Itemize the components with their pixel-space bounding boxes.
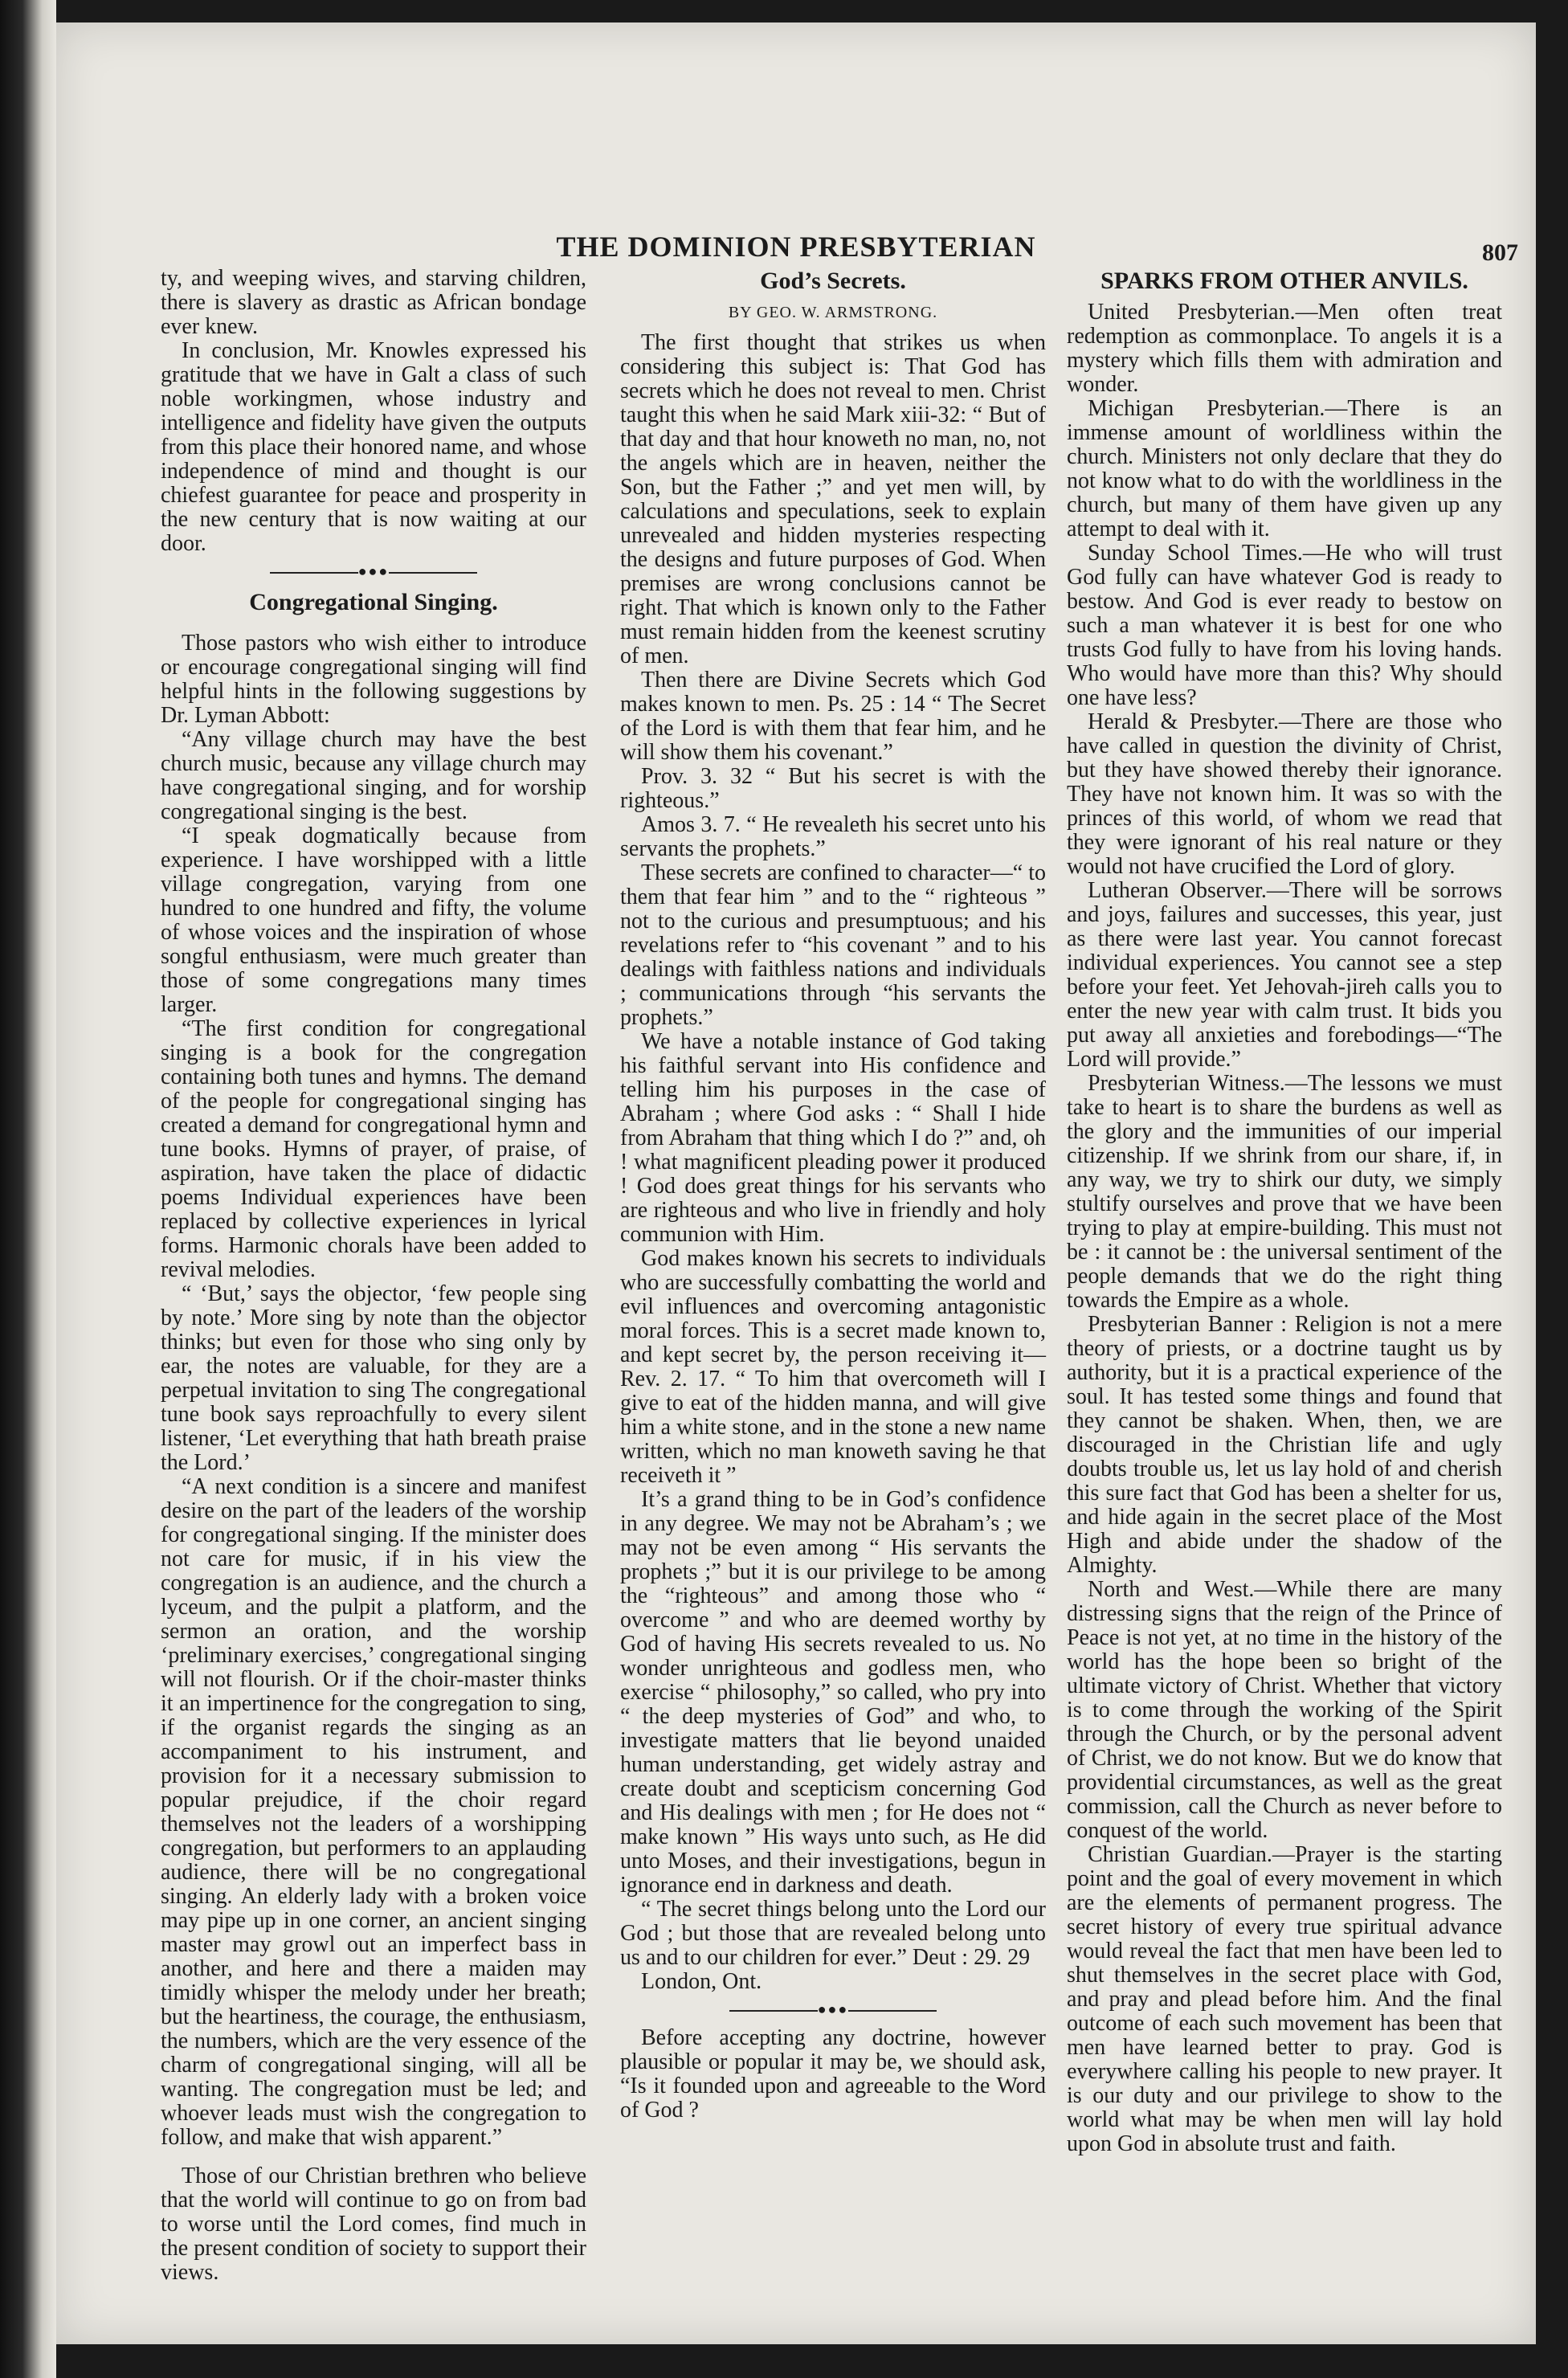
article-paragraph: God makes known his secrets to individuals who are successfully combatting the world and evil influences and overcoming antagonistic moral forces. This is a secret made known to, and kept secret by, the person receiving it—Rev. 2. 17. “ To him that overcometh will I give to eat of the hidden manna, and will give him a white stone, and in the stone a new name written, which no man knoweth saving he that receiveth it ”	[620, 1246, 1046, 1488]
article-paragraph: It’s a grand thing to be in God’s confidence in any degree. We may not be Abraham’s ; we may not be even among “ His servants the prophets ;” but it is our privilege to be among the “righteous” and among those who “ overcome ” and who are deemed worthy by God of having His secrets revealed to us. No wonder unrighteous and godless men, who exercise “ philosophy,” so called, who pry into “ the deep mysteries of God” and who, to investigate matters that lie beyond unaided human understanding, get widely astray and create doubt and scepticism concerning God and His dealings with men ; for He does not “ make known ” His ways unto such, as He did unto Moses, and their investigations, begun in ignorance end in darkness and death.	[620, 1487, 1046, 1898]
article-paragraph: We have a notable instance of God taking his faithful servant into His confidence and telling him his purposes in the case of Abraham ; where God asks : “ Shall I hide from Abraham that thing which I do ?” and, oh ! what magnificent pleading power it produced ! God does great things for his servants who are righteous and who live in friendly and holy communion with Him.	[620, 1029, 1046, 1247]
column-left	[161, 267, 586, 2285]
article-paragraph: Prov. 3. 32 “ But his secret is with the righteous.”	[620, 764, 1046, 813]
section-divider: ●●●	[161, 562, 586, 580]
article-paragraph: “A next condition is a sincere and manifest desire on the part of the leaders of the worship for congregational singing. If the minister does not care for music, if in his view the congregation is an audience, and the church a lyceum, and the pulpit a platform, and the sermon an oration, and the worship ‘preliminary exercises,’ congregational singing will not flourish. Or if the choir-master thinks it an impertinence for the congregation to sing, if the organist regards the singing as an accompaniment to his instrument, and provision for it a necessary submission to popular prejudice, if the choir regard themselves not the leaders of a worshipping congregation, but performers to an applauding audience, there will be no congregational singing. An elderly lady with a broken voice may pipe up in one corner, an ancient singing master may growl out an imperfect bass in another, and here and there a maiden may timidly whisper the melody under her breath; but the heartiness, the courage, the enthusiasm, the numbers, which are the very essence of the charm of congregational singing, will all be wanting. The congregation must be led; and whoever leads must wish the congregation to follow, and make that wish apparent.”	[161, 1474, 586, 2150]
excerpt-paragraph: United Presbyterian.—Men often treat redemption as commonplace. To angels it is a mystery which fills them with admiration and wonder.	[1067, 300, 1502, 397]
excerpt-paragraph: Presbyterian Witness.—The lessons we must take to heart is to share the burdens as well as the glory and the immunities of our imperial citizenship. If we shrink from our share, if, in any way, we try to shirk our duty, we simply stultify ourselves and prove that we have been trying to play at empire-building. This must not be : it cannot be : the universal sentiment of the people demands that we do the right thing towards the Empire as a whole.	[1067, 1071, 1502, 1313]
article-paragraph: “The first condition for congregational singing is a book for the congregation containing both tunes and hymns. The demand of the people for congregational singing has created a demand for congregational hymn and tune books. Hymns of prayer, of praise, of aspiration, have taken the place of didactic poems Individual experiences have been replaced by collective experiences in lyrical forms. Harmonic chorals have been added to revival melodies.	[161, 1016, 586, 1282]
excerpt-paragraph: Sunday School Times.—He who will trust God fully can have whatever God is ready to bestow. And God is ever ready to bestow on such a man whatever it is best for one who trusts God fully to have from his loving hands. Who would have more than this? Why should one have less?	[1067, 541, 1502, 710]
article-continuation-paragraph: ty, and weeping wives, and starving children, there is slavery as drastic as African bondage ever knew.	[161, 266, 586, 339]
author-byline: BY GEO. W. ARMSTRONG.	[728, 304, 938, 321]
page-header	[56, 230, 1536, 268]
section-divider: ●●●	[620, 2000, 1046, 2018]
excerpt-paragraph: Lutheran Observer.—There will be sorrows and joys, failures and successes, this year, just as there were last year. You cannot forecast individual experiences. You cannot see a step before your feet. Yet Jehovah-jireh calls you to enter the new year with calm trust. It bids you put away all anxieties and forebodings—“The Lord will provide.”	[1067, 878, 1502, 1072]
article-heading-congregational-singing: Congregational Singing.	[249, 589, 498, 615]
article-paragraph: “Any village church may have the best church music, because any village church may have congregational singing, and for worship congregational singing is the best.	[161, 727, 586, 824]
article-paragraph: The first thought that strikes us when considering this subject is: That God has secrets which he does not reveal to men. Christ taught this when he said Mark xiii-32: “ But of that day and that hour knoweth no man, no, not the angels which are in heaven, neither the Son, but the Father ;” and yet men will, by calculations and speculations, seek to explain unrevealed and hidden mysteries respecting the designs and future purposes of God. When premises are wrong conclusions cannot be right. That which is known only to the Father must remain hidden from the keenest scrutiny of men.	[620, 330, 1046, 668]
article-paragraph: In conclusion, Mr. Knowles expressed his gratitude that we have in Galt a class of such noble workingmen, whose industry and intelligence and fidelity have given the outputs from this place their honored name, and whose independence of mind and thought is our chiefest guarantee for peace and prosperity in the new century that is now waiting at our door.	[161, 338, 586, 556]
article-paragraph: Then there are Divine Secrets which God makes known to men. Ps. 25 : 14 “ The Secret of the Lord is with them that fear him, and he will show them his covenant.”	[620, 668, 1046, 765]
excerpt-paragraph: Christian Guardian.—Prayer is the starting point and the goal of every movement in which are the elements of permanent progress. The secret history of every true spiritual advance would reveal the fact that men have been led to shut themselves in the secret place with God, and pray and plead before him. And the final outcome of each such movement has been that men have learned better to pray. God is everywhere calling his people to new prayer. It is our duty and our privilege to show to the world what may be when men will lay hold upon God in absolute trust and faith.	[1067, 1842, 1502, 2156]
article-paragraph: “ The secret things belong unto the Lord our God ; but those that are revealed belong unto us and to our children for ever.” Deut : 29. 29	[620, 1897, 1046, 1970]
article-heading-sparks-from-other-anvils: SPARKS FROM OTHER ANVILS.	[1100, 268, 1468, 294]
excerpt-paragraph: North and West.—While there are many distressing signs that the reign of the Prince of Peace is not yet, at no time in the history of the world has the hope been so bright of the ultimate victory of Christ. Whether that victory is to come through the working of the Spirit through the Church, or by the personal advent of Christ, we do not know. But we do know that providential circumstances, as well as the great commission, call the Church as never before to conquest of the world.	[1067, 1577, 1502, 1843]
article-signature-location: London, Ont.	[641, 1969, 762, 1994]
newspaper-page	[56, 22, 1536, 2344]
excerpt-paragraph: Presbyterian Banner : Religion is not a mere theory of priests, or a doctrine taught us by authority, but it is a practical experience of the soul. It has tested some things and found that they cannot be shaken. When, then, we are discouraged in the Christian life and ugly doubts trouble us, let us lay hold of and cherish this sure fact that God has been a shelter for us, and hide again in the secret place of the Most High and abide under the shadow of the Almighty.	[1067, 1312, 1502, 1578]
article-paragraph: “ ‘But,’ says the objector, ‘few people sing by note.’ More sing by note than the objector thinks; but even for those who sing only by ear, the notes are valuable, for they are a perpetual invitation to sing The congregational tune book says reproachfully to every silent listener, ‘Let everything that hath breath praise the Lord.’	[161, 1281, 586, 1475]
closing-paragraph: Before accepting any doctrine, however plausible or popular it may be, we should ask, “Is it founded upon and agreeable to the Word of God ?	[620, 2025, 1046, 2123]
article-paragraph: These secrets are confined to character—“ to them that fear him ” and to the “ righteous ” not to the curious and presumptuous; and his revelations refer to “his covenant ” and to his dealings with faithless nations and individuals ; communications through “his servants the prophets.”	[620, 860, 1046, 1030]
article-paragraph: “I speak dogmatically because from experience. I have worshipped with a little village congregation, varying from one hundred to one hundred and fifty, the volume of whose voices and the inspiration of whose songful enthusiasm, were much greater than those of some congregations many times larger.	[161, 823, 586, 1017]
closing-paragraph: Those of our Christian brethren who believe that the world will continue to go on from bad to worse until the Lord comes, find much in the present condition of society to support their views.	[161, 2163, 586, 2285]
column-middle	[620, 267, 1046, 2123]
page-number: 807	[1482, 239, 1518, 266]
article-paragraph: Amos 3. 7. “ He revealeth his secret unto his servants the prophets.”	[620, 812, 1046, 861]
excerpt-paragraph: Herald & Presbyter.—There are those who have called in question the divinity of Christ, but they have showed thereby their ignorance. They have not known him. It was so with the princes of this world, of whom we read that they were ignorant of his real nature or they would not have crucified the Lord of glory.	[1067, 709, 1502, 879]
article-paragraph: Those pastors who wish either to introduce or encourage congregational singing will find helpful hints in the following suggestions by Dr. Lyman Abbott:	[161, 631, 586, 728]
article-heading-gods-secrets: God’s Secrets.	[760, 268, 906, 294]
column-right	[1067, 267, 1502, 2156]
masthead-title: THE DOMINION PRESBYTERIAN	[556, 231, 1036, 263]
page-gutter-shadow	[0, 0, 56, 2378]
excerpt-paragraph: Michigan Presbyterian.—There is an immense amount of worldliness within the church. Ministers not only declare that they do not know what to do with the worldliness in the church, but many of them have given up any attempt to deal with it.	[1067, 396, 1502, 541]
